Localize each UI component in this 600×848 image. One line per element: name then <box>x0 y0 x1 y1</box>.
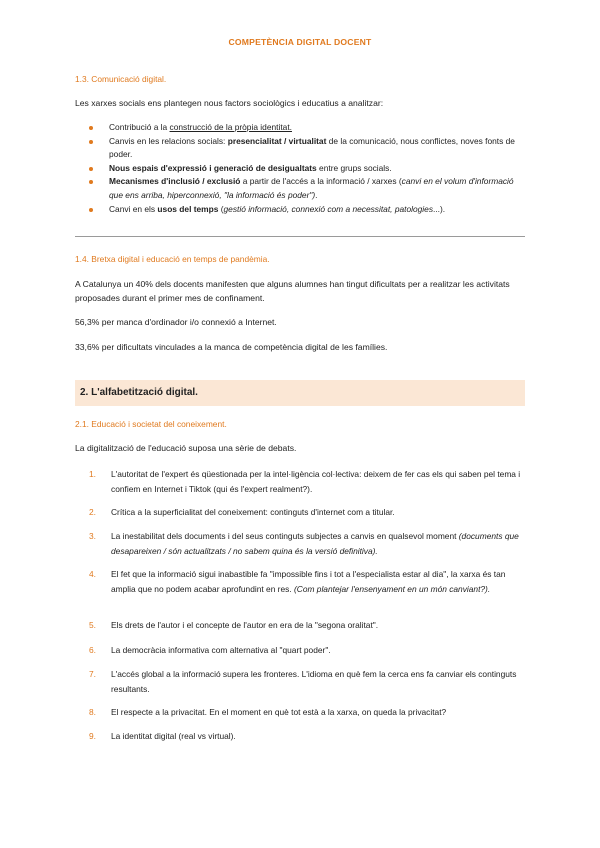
bullet-icon <box>89 167 93 171</box>
list-italic: (Com plantejar l'ensenyament en un món canviant?). <box>293 583 491 594</box>
list-item <box>75 643 527 658</box>
list-text: El fet que la informació sigui inabastible fa "impossible fins i tot a l'especialista estar al dia", la xarxa és tan amplia que no podem acabar aprofundint en res. <box>111 569 506 594</box>
identity-link-text: construcció de la pròpia identitat. <box>169 122 292 132</box>
list-item <box>75 467 527 496</box>
list-text: El respecte a la privacitat. En el moment en què tot està a la xarxa, on queda la privacitat? <box>111 707 447 717</box>
list-text: La inestabilitat dels documents i del seus continguts subjectes a canvis en qualsevol moment <box>111 531 459 541</box>
section-1-4-heading: 1.4. Bretxa digital i educació en temps de pandèmia. <box>75 254 270 264</box>
list-number: 1. <box>89 469 96 479</box>
list-number: 3. <box>89 531 96 541</box>
bullet-icon <box>89 126 93 130</box>
list-item <box>75 505 527 520</box>
section-1-3-intro: Les xarxes socials ens plantegen nous factors sociològics i educatius a analitzar: <box>75 98 384 108</box>
section-2-heading: 2. L'alfabetització digital. <box>80 387 198 398</box>
list-item <box>75 729 527 744</box>
list-item <box>75 529 527 558</box>
list-text: L'accés global a la informació supera les fronteres. L'idioma en què fem la cerca ens fa canviar els continguts resultants. <box>111 669 517 694</box>
list-item <box>75 618 527 633</box>
list-text: Els drets de l'autor i el concepte de l'autor en era de la "segona oralitat". <box>111 620 379 630</box>
list-number: 5. <box>89 620 96 630</box>
bullet-text: Contribució a la <box>109 122 170 132</box>
social-factors-list <box>75 121 527 216</box>
bullet-text: . <box>315 189 318 200</box>
list-text: Crítica a la superficialitat del coneixement: continguts d'internet com a titular. <box>111 507 395 517</box>
bullet-text: de la comunicació, nous conflictes, noves fonts de poder. <box>109 135 515 160</box>
document-title: COMPETÈNCIA DIGITAL DOCENT <box>228 37 372 47</box>
list-number: 4. <box>89 569 96 579</box>
section-1-4-stat-2: 33,6% per dificultats vinculades a la manca de competència digital de les famílies. <box>75 342 388 352</box>
list-italic: (documents que desapareixen / són actualitzats / no sabem quina és la versió definitiva). <box>111 531 519 556</box>
bullet-text: ( <box>218 203 224 214</box>
section-1-3-heading: 1.3. Comunicació digital. <box>75 74 167 84</box>
bullet-icon <box>89 180 93 184</box>
bullet-icon <box>89 140 93 144</box>
list-number: 9. <box>89 731 96 741</box>
list-item <box>75 135 527 162</box>
bullet-text: entre grups socials. <box>316 162 392 173</box>
section-divider <box>75 236 525 237</box>
section-1-4-stat-1: 56,3% per manca d'ordinador i/o connexió a Internet. <box>75 317 277 327</box>
list-item <box>75 175 527 202</box>
list-item <box>75 705 527 720</box>
section-1-4-paragraph: A Catalunya un 40% dels docents manifesten que alguns alumnes han tingut dificultats per a realitzar les activitats proposades durant el primer mes de confinament. <box>75 279 510 303</box>
list-item <box>75 162 527 176</box>
list-number: 8. <box>89 707 96 717</box>
list-text: L'autoritat de l'expert és qüestionada per la intel·ligència col·lectiva: deixem de fer cas els qui saben pel tema i confiem en Internet i Tiktok (qui és l'expert realment?). <box>111 469 521 494</box>
list-number: 2. <box>89 507 96 517</box>
bullet-bold: Nous espais d'expressió i generació de desigualtats <box>109 162 317 173</box>
bullet-bold: Mecanismes d'inclusió / exclusió <box>109 176 241 187</box>
bullet-text: ...). <box>433 203 446 214</box>
bullet-italic: canvi en el volum d'informació que ens arriba, hiperconnexió, "la informació és poder") <box>109 176 514 200</box>
bullet-text: Canvi en els <box>109 203 158 214</box>
list-item <box>75 203 527 217</box>
section-2-heading-box <box>75 380 525 406</box>
bullet-bold: presencialitat / virtualitat <box>227 135 327 146</box>
list-item <box>75 567 527 596</box>
list-item <box>75 667 527 696</box>
bullet-icon <box>89 208 93 212</box>
list-text: La democràcia informativa com alternativa al "quart poder". <box>111 645 331 655</box>
bullet-text: Canvis en les relacions socials: <box>109 135 228 146</box>
bullet-bold: usos del temps <box>157 203 219 214</box>
bullet-italic: gestió informació, connexió com a necessitat, patologies <box>223 203 434 214</box>
bullet-text: a partir de l'accés a la informació / xarxes ( <box>240 176 402 187</box>
list-text: La identitat digital (real vs virtual). <box>111 731 236 741</box>
list-item <box>75 121 527 135</box>
list-number: 7. <box>89 669 96 679</box>
list-number: 6. <box>89 645 96 655</box>
section-2-1-heading: 2.1. Educació i societat del coneixement. <box>75 419 227 429</box>
section-2-1-intro: La digitalització de l'educació suposa una sèrie de debats. <box>75 443 297 453</box>
